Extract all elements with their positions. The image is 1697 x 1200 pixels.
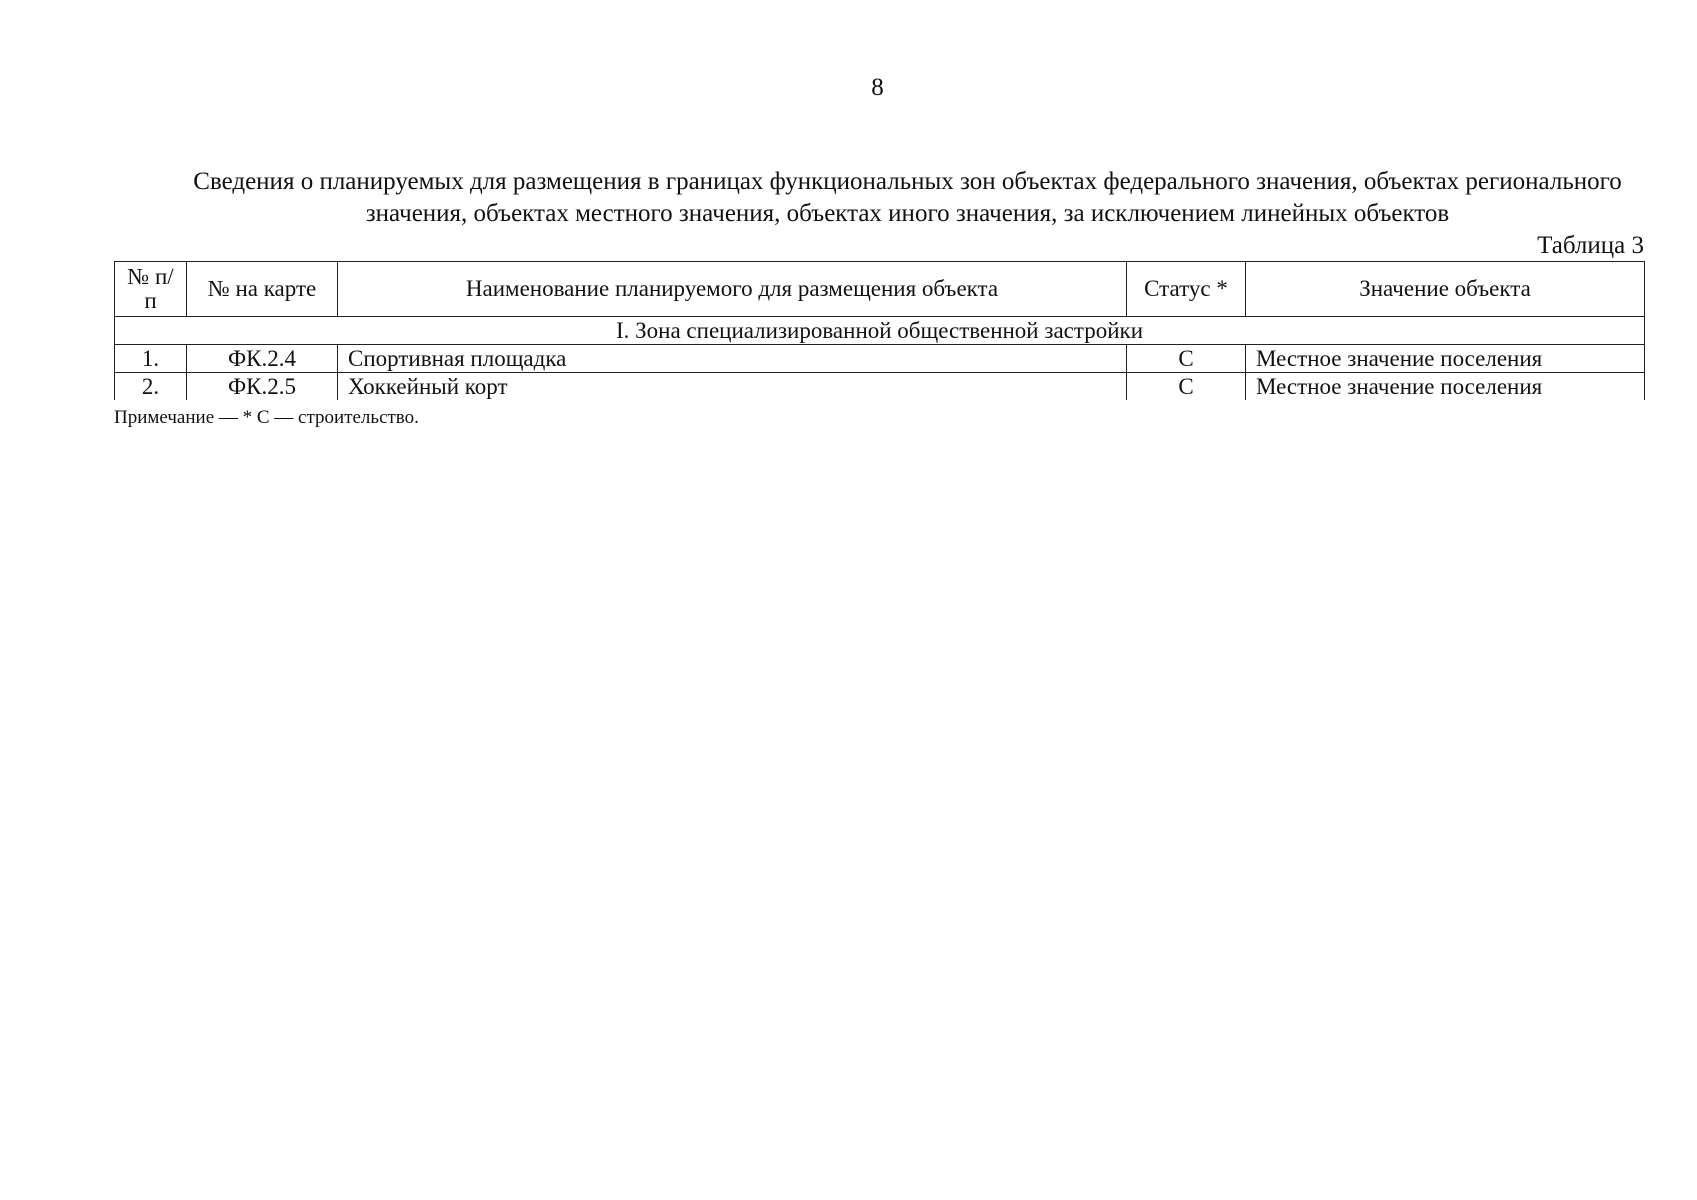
row-status: С	[1127, 373, 1246, 401]
row-object-value: Местное значение поселения	[1246, 345, 1645, 373]
row-num: 2.	[115, 373, 187, 401]
row-object-name: Спортивная площадка	[338, 345, 1127, 373]
header-object-name: Наименование планируемого для размещения объекта	[338, 262, 1127, 317]
row-object-value: Местное значение поселения	[1246, 373, 1645, 401]
table-header-row	[115, 262, 1645, 317]
table-label: Таблица 3	[1537, 232, 1644, 259]
header-status: Статус *	[1127, 262, 1246, 317]
row-num: 1.	[115, 345, 187, 373]
document-title: Сведения о планируемых для размещения в границах функциональных зон объектах федерального значения, объектах регионального значения, объектах местного значения, объектах иного значения, за исключением линейных объектов	[193, 168, 1622, 227]
row-map-number: ФК.2.4	[187, 345, 338, 373]
table-row	[115, 373, 1645, 401]
objects-table	[114, 261, 1645, 400]
header-object-value: Значение объекта	[1246, 262, 1645, 317]
header-map-number: № на карте	[187, 262, 338, 317]
row-status: С	[1127, 345, 1246, 373]
row-object-name: Хоккейный корт	[338, 373, 1127, 401]
header-num: № п/п	[115, 262, 187, 317]
row-map-number: ФК.2.5	[187, 373, 338, 401]
zone-title: I. Зона специализированной общественной застройки	[115, 317, 1645, 345]
zone-row	[115, 317, 1645, 345]
page-number: 8	[871, 74, 884, 101]
table-row	[115, 345, 1645, 373]
table-note: Примечание — * С — строительство.	[114, 407, 419, 428]
